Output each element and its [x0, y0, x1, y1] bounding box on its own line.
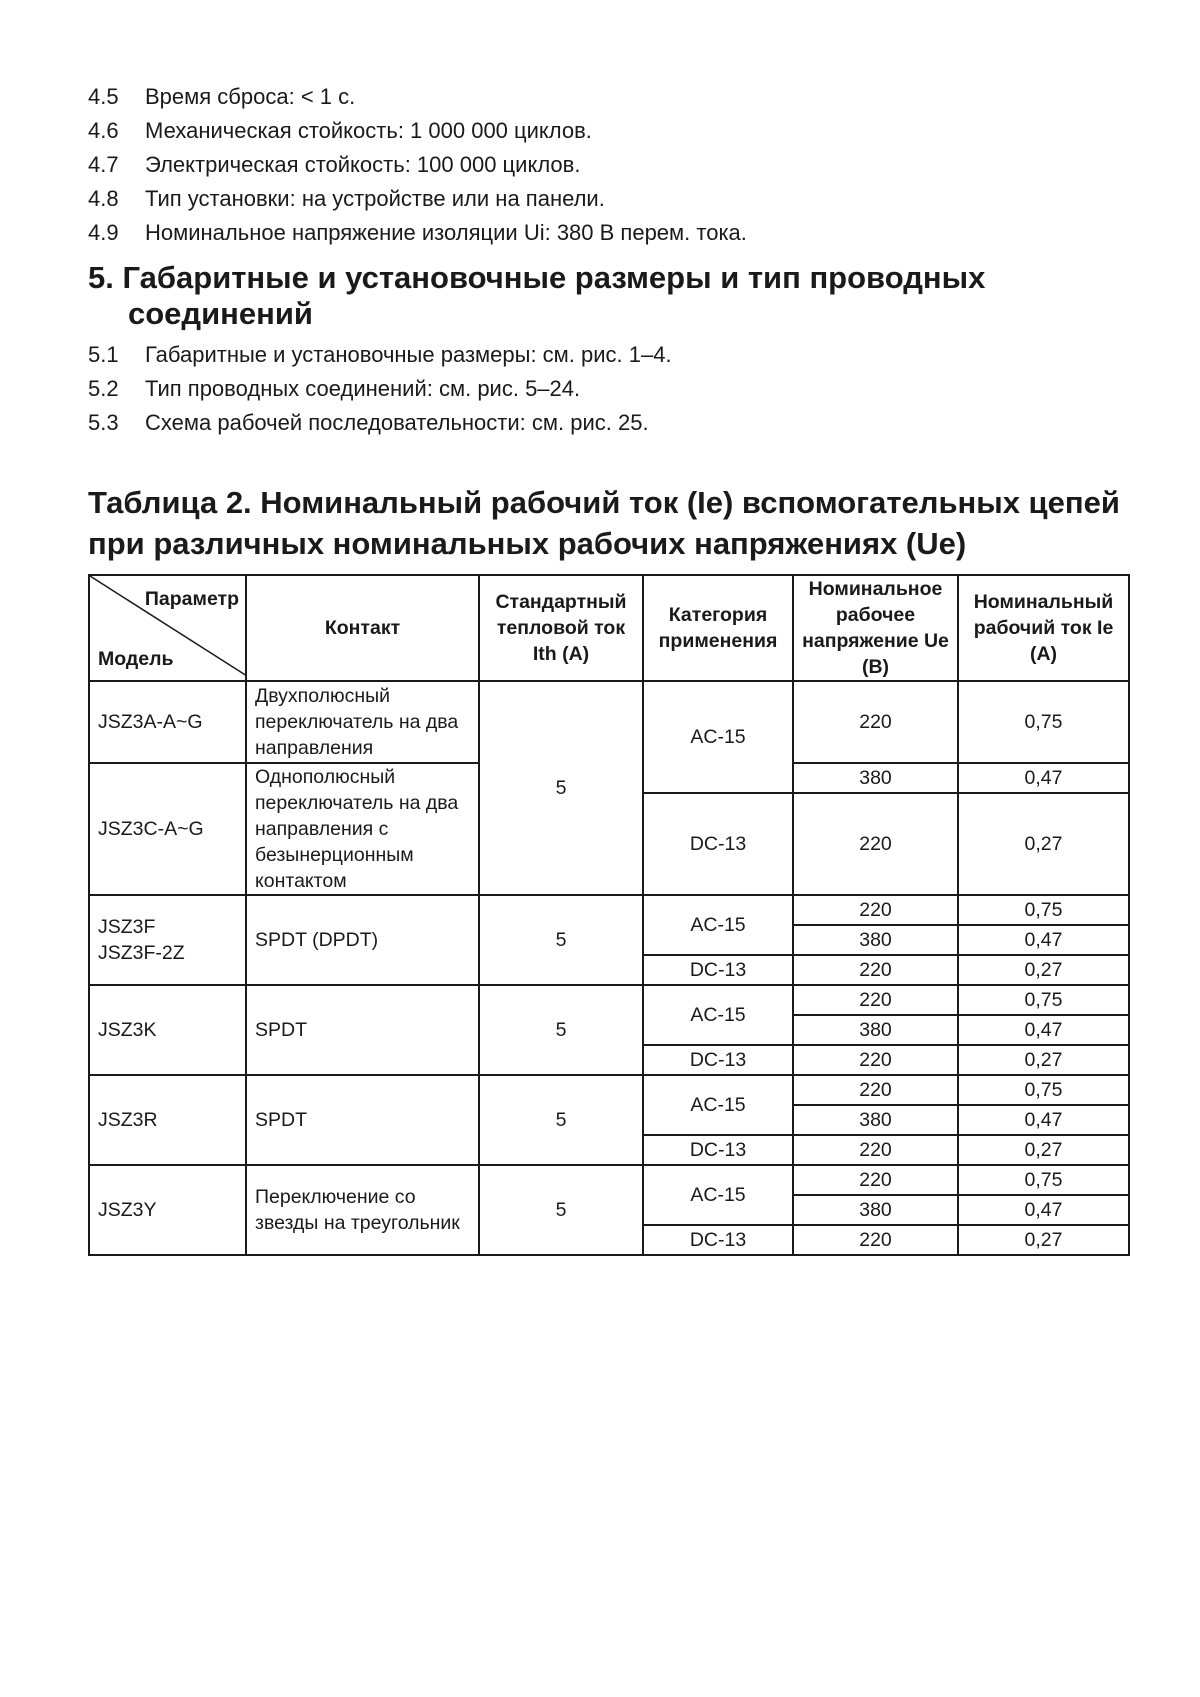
list-item — [88, 148, 1128, 182]
table-row — [89, 681, 1129, 763]
cell-ue: 380 — [793, 1015, 958, 1045]
item-text: Механическая стойкость: 1 000 000 циклов. — [145, 118, 592, 143]
table-title: Таблица 2. Номинальный рабочий ток (Ie) вспомогательных цепей при различных номинальных рабочих напряжениях (Ue) — [88, 485, 1120, 561]
cell-ue: 220 — [793, 1075, 958, 1105]
cell-contact: SPDT (DPDT) — [246, 895, 479, 985]
cell-ith: 5 — [479, 985, 643, 1075]
cell-ie: 0,75 — [958, 985, 1129, 1015]
item-number: 5.1 — [88, 342, 119, 367]
cell-model: JSZ3A-A~G — [89, 681, 246, 763]
header-ith: Стандартный тепловой ток Ith (A) — [479, 575, 643, 681]
cell-contact: Однополюсный переключатель на два направления с безынерционным контактом — [246, 763, 479, 895]
cell-ie: 0,47 — [958, 925, 1129, 955]
current-table — [88, 574, 1130, 1256]
item-number: 4.5 — [88, 84, 119, 109]
cell-ue: 220 — [793, 1045, 958, 1075]
table-row — [89, 1165, 1129, 1195]
cell-model: JSZ3K — [89, 985, 246, 1075]
item-number: 5.2 — [88, 376, 119, 401]
document-page — [88, 80, 1128, 1256]
cell-ue: 220 — [793, 793, 958, 895]
item-number: 5.3 — [88, 410, 119, 435]
cell-model: JSZ3Y — [89, 1165, 246, 1255]
cell-model: JSZ3F JSZ3F-2Z — [89, 895, 246, 985]
header-parameter: Параметр — [144, 588, 239, 610]
cell-category: DC-13 — [643, 1225, 793, 1255]
cell-category: AC-15 — [643, 895, 793, 955]
item-number: 4.6 — [88, 118, 119, 143]
item-text: Схема рабочей последовательности: см. рис. 25. — [145, 410, 649, 435]
cell-ie: 0,27 — [958, 1045, 1129, 1075]
cell-ie: 0,27 — [958, 793, 1129, 895]
header-category: Категория применения — [643, 575, 793, 681]
cell-ith: 5 — [479, 681, 643, 895]
cell-ith: 5 — [479, 1165, 643, 1255]
table-header-row — [89, 575, 1129, 681]
item-text: Габаритные и установочные размеры: см. рис. 1–4. — [145, 342, 672, 367]
cell-category: DC-13 — [643, 1045, 793, 1075]
cell-category: AC-15 — [643, 681, 793, 793]
cell-ue: 380 — [793, 763, 958, 793]
table-row — [89, 985, 1129, 1015]
cell-contact: SPDT — [246, 1075, 479, 1165]
cell-category: DC-13 — [643, 793, 793, 895]
item-text: Электрическая стойкость: 100 000 циклов. — [145, 152, 581, 177]
item-text: Время сброса: < 1 с. — [145, 84, 356, 109]
header-ue: Номинальное рабочее напряжение Ue (В) — [793, 575, 958, 681]
cell-ue: 380 — [793, 1105, 958, 1135]
cell-ie: 0,47 — [958, 763, 1129, 793]
list-item — [88, 216, 1128, 250]
item-text: Тип установки: на устройстве или на панели. — [145, 186, 605, 211]
cell-ue: 220 — [793, 1135, 958, 1165]
list-item — [88, 182, 1128, 216]
header-ie: Номинальный рабочий ток Ie (A) — [958, 575, 1129, 681]
cell-ue: 220 — [793, 895, 958, 925]
cell-ie: 0,47 — [958, 1105, 1129, 1135]
cell-category: AC-15 — [643, 985, 793, 1045]
cell-ie: 0,75 — [958, 1165, 1129, 1195]
item-text: Тип проводных соединений: см. рис. 5–24. — [145, 376, 581, 401]
section-5-list — [88, 338, 1128, 440]
cell-ue: 220 — [793, 681, 958, 763]
cell-ie: 0,27 — [958, 955, 1129, 985]
cell-ie: 0,27 — [958, 1135, 1129, 1165]
cell-ith: 5 — [479, 895, 643, 985]
cell-contact: Двухполюсный переключатель на два направления — [246, 681, 479, 763]
header-contact: Контакт — [246, 575, 479, 681]
header-model: Модель — [98, 648, 174, 670]
item-text: Номинальное напряжение изоляции Ui: 380 В перем. тока. — [145, 220, 747, 245]
section-4-list — [88, 80, 1128, 250]
list-item — [88, 406, 1128, 440]
cell-ie: 0,75 — [958, 895, 1129, 925]
cell-ie: 0,75 — [958, 1075, 1129, 1105]
list-item — [88, 372, 1128, 406]
cell-ue: 220 — [793, 1165, 958, 1195]
cell-category: AC-15 — [643, 1075, 793, 1135]
cell-ie: 0,75 — [958, 681, 1129, 763]
cell-category: DC-13 — [643, 1135, 793, 1165]
cell-contact: Переключение со звезды на треугольник — [246, 1165, 479, 1255]
cell-ie: 0,27 — [958, 1225, 1129, 1255]
cell-ie: 0,47 — [958, 1195, 1129, 1225]
cell-ue: 220 — [793, 985, 958, 1015]
list-item — [88, 114, 1128, 148]
list-item — [88, 80, 1128, 114]
cell-category: DC-13 — [643, 955, 793, 985]
item-number: 4.7 — [88, 152, 119, 177]
cell-ue: 380 — [793, 1195, 958, 1225]
cell-ue: 220 — [793, 955, 958, 985]
cell-model: JSZ3C-A~G — [89, 763, 246, 895]
cell-ith: 5 — [479, 1075, 643, 1165]
cell-model: JSZ3R — [89, 1075, 246, 1165]
section-5-title: 5. Габаритные и установочные размеры и тип проводных соединений — [88, 260, 986, 331]
cell-contact: SPDT — [246, 985, 479, 1075]
header-model-parameter — [89, 575, 246, 681]
cell-ie: 0,47 — [958, 1015, 1129, 1045]
cell-ue: 220 — [793, 1225, 958, 1255]
cell-ue: 380 — [793, 925, 958, 955]
table-row — [89, 895, 1129, 925]
list-item — [88, 338, 1128, 372]
item-number: 4.8 — [88, 186, 119, 211]
table-row — [89, 1075, 1129, 1105]
item-number: 4.9 — [88, 220, 119, 245]
cell-category: AC-15 — [643, 1165, 793, 1225]
